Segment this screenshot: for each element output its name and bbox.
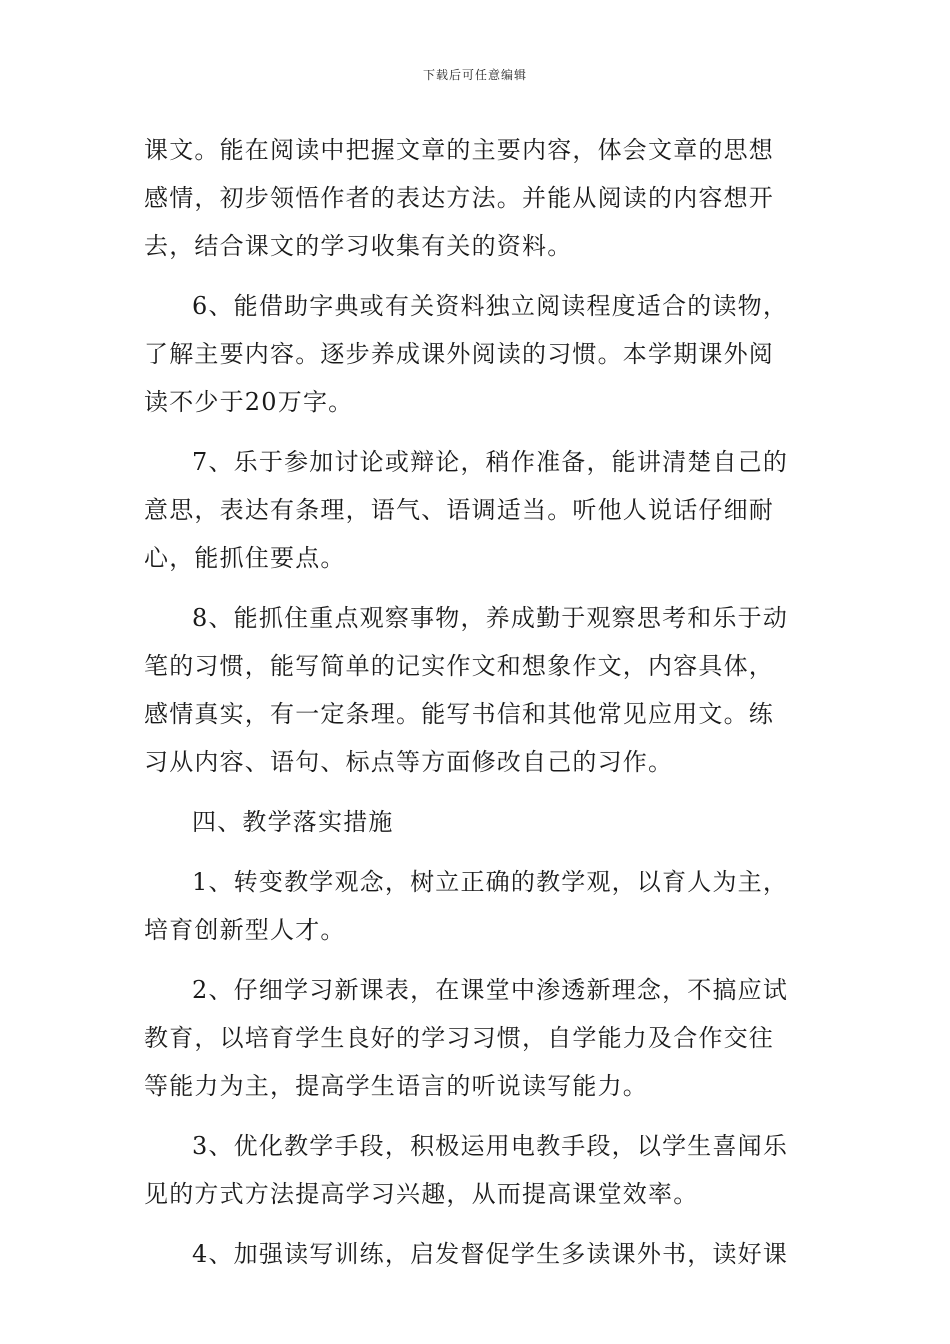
paragraph xyxy=(144,594,808,786)
text-line: 7、乐于参加讨论或辩论，稍作准备，能讲清楚自己的 xyxy=(192,448,789,476)
paragraph xyxy=(144,966,808,1110)
section-heading xyxy=(144,798,808,846)
text-line: 1、转变教学观念，树立正确的教学观，以育人为主， xyxy=(192,868,789,896)
text-line: 教育，以培育学生良好的学习习惯，自学能力及合作交往 xyxy=(144,1024,774,1052)
text-line: 读不少于20万字。 xyxy=(144,388,354,416)
paragraph xyxy=(144,858,808,954)
text-line: 8、能抓住重点观察事物，养成勤于观察思考和乐于动 xyxy=(192,604,789,632)
text-line: 2、仔细学习新课表，在课堂中渗透新理念，不搞应试 xyxy=(192,976,789,1004)
text-line: 了解主要内容。逐步养成课外阅读的习惯。本学期课外阅 xyxy=(144,340,774,368)
text-line: 6、能借助字典或有关资料独立阅读程度适合的读物， xyxy=(192,292,789,320)
text-line: 感情真实，有一定条理。能写书信和其他常见应用文。练 xyxy=(144,700,774,728)
text-line: 笔的习惯，能写简单的记实作文和想象作文，内容具体， xyxy=(144,652,774,680)
paragraph xyxy=(144,282,808,426)
text-line: 课文。能在阅读中把握文章的主要内容，体会文章的思想 xyxy=(144,136,774,164)
text-line: 习从内容、语句、标点等方面修改自己的习作。 xyxy=(144,748,674,776)
paragraph xyxy=(144,126,808,270)
paragraph xyxy=(144,1122,808,1218)
text-line: 四、教学落实措施 xyxy=(192,808,394,836)
page-header: 下载后可任意编辑 xyxy=(422,68,527,82)
text-line: 感情，初步领悟作者的表达方法。并能从阅读的内容想开 xyxy=(144,184,774,212)
text-line: 心，能抓住要点。 xyxy=(144,544,346,572)
text-line: 见的方式方法提高学习兴趣，从而提高课堂效率。 xyxy=(144,1180,699,1208)
document-body xyxy=(144,126,808,1278)
text-line: 意思，表达有条理，语气、语调适当。听他人说话仔细耐 xyxy=(144,496,774,524)
text-line: 培育创新型人才。 xyxy=(144,916,346,944)
paragraph xyxy=(144,1230,808,1278)
paragraph xyxy=(144,438,808,582)
text-line: 等能力为主，提高学生语言的听说读写能力。 xyxy=(144,1072,648,1100)
text-line: 3、优化教学手段，积极运用电教手段，以学生喜闻乐 xyxy=(192,1132,789,1160)
text-line: 去，结合课文的学习收集有关的资料。 xyxy=(144,232,573,260)
text-line: 4、加强读写训练，启发督促学生多读课外书，读好课 xyxy=(192,1240,789,1268)
